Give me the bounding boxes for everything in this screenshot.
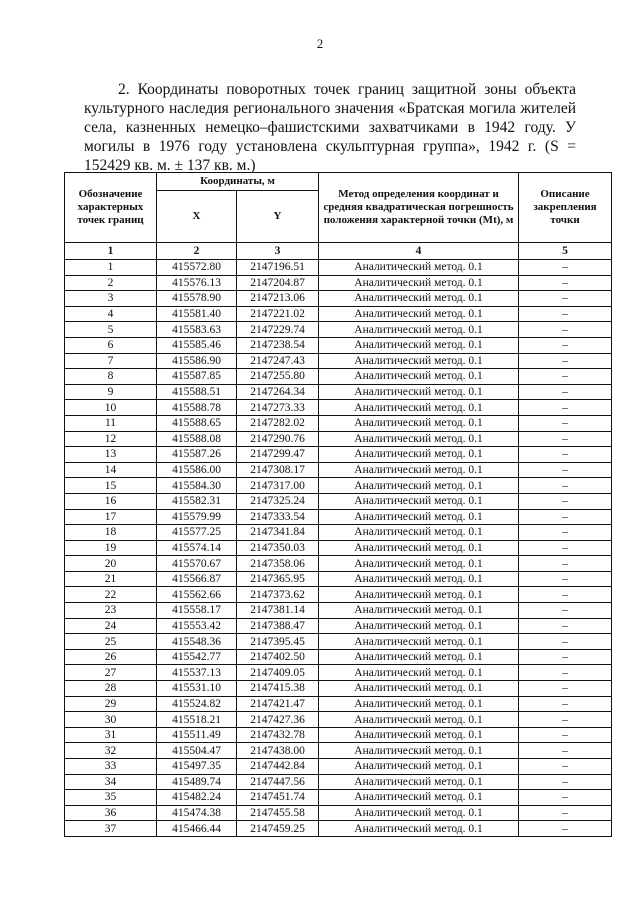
description-cell: – — [519, 556, 612, 572]
page-number: 2 — [316, 36, 324, 51]
description-cell: – — [519, 431, 612, 447]
point-number-cell: 9 — [65, 384, 157, 400]
method-cell: Аналитический метод. 0.1 — [319, 618, 519, 634]
method-cell: Аналитический метод. 0.1 — [319, 759, 519, 775]
y-coordinate-cell: 2147308.17 — [237, 462, 319, 478]
method-cell: Аналитический метод. 0.1 — [319, 774, 519, 790]
column-number: 5 — [519, 243, 612, 260]
method-cell: Аналитический метод. 0.1 — [319, 587, 519, 603]
method-cell: Аналитический метод. 0.1 — [319, 447, 519, 463]
method-cell: Аналитический метод. 0.1 — [319, 478, 519, 494]
method-cell: Аналитический метод. 0.1 — [319, 291, 519, 307]
table-row — [65, 525, 612, 541]
table-row — [65, 447, 612, 463]
table-row — [65, 431, 612, 447]
description-cell: – — [519, 322, 612, 338]
y-coordinate-cell: 2147350.03 — [237, 540, 319, 556]
y-coordinate-cell: 2147447.56 — [237, 774, 319, 790]
table-body — [65, 243, 612, 837]
table-row — [65, 618, 612, 634]
y-coordinate-cell: 2147395.45 — [237, 634, 319, 650]
description-cell: – — [519, 634, 612, 650]
table-row — [65, 681, 612, 697]
y-coordinate-cell: 2147409.05 — [237, 665, 319, 681]
y-coordinate-cell: 2147421.47 — [237, 696, 319, 712]
y-coordinate-cell: 2147196.51 — [237, 260, 319, 276]
point-number-cell: 20 — [65, 556, 157, 572]
y-coordinate-cell: 2147247.43 — [237, 353, 319, 369]
table-row — [65, 712, 612, 728]
column-number: 4 — [319, 243, 519, 260]
description-cell: – — [519, 587, 612, 603]
section-paragraph-text: 2. Координаты поворотных точек границ защитной зоны объекта культурного наследия регионального значения «Братская могила жителей села, казненных немецко–фашистскими захватчиками в 1942 году. У могилы в 1976 году установлена скульптурная группа», 1942 г. (S = 152429 кв. м. ± 137 кв. м.) — [84, 80, 576, 174]
y-coordinate-cell: 2147455.58 — [237, 805, 319, 821]
y-coordinate-cell: 2147365.95 — [237, 571, 319, 587]
point-number-cell: 24 — [65, 618, 157, 634]
description-cell: – — [519, 478, 612, 494]
description-cell: – — [519, 509, 612, 525]
method-cell: Аналитический метод. 0.1 — [319, 493, 519, 509]
point-number-cell: 7 — [65, 353, 157, 369]
description-cell: – — [519, 415, 612, 431]
description-cell: – — [519, 603, 612, 619]
y-coordinate-cell: 2147213.06 — [237, 291, 319, 307]
x-coordinate-cell: 415562.66 — [157, 587, 237, 603]
table-row — [65, 665, 612, 681]
point-number-cell: 1 — [65, 260, 157, 276]
table-row — [65, 696, 612, 712]
point-number-cell: 30 — [65, 712, 157, 728]
table-row — [65, 540, 612, 556]
y-coordinate-cell: 2147299.47 — [237, 447, 319, 463]
table-row — [65, 509, 612, 525]
method-cell: Аналитический метод. 0.1 — [319, 743, 519, 759]
table-row — [65, 821, 612, 837]
description-cell: – — [519, 571, 612, 587]
table-header — [65, 173, 612, 243]
method-cell: Аналитический метод. 0.1 — [319, 353, 519, 369]
table-row — [65, 790, 612, 806]
method-cell: Аналитический метод. 0.1 — [319, 462, 519, 478]
point-number-cell: 25 — [65, 634, 157, 650]
table-row — [65, 587, 612, 603]
point-number-cell: 32 — [65, 743, 157, 759]
point-number-cell: 35 — [65, 790, 157, 806]
point-number-cell: 34 — [65, 774, 157, 790]
table-row — [65, 603, 612, 619]
method-cell: Аналитический метод. 0.1 — [319, 634, 519, 650]
point-number-cell: 28 — [65, 681, 157, 697]
description-cell: – — [519, 696, 612, 712]
y-coordinate-cell: 2147264.34 — [237, 384, 319, 400]
description-cell: – — [519, 805, 612, 821]
x-coordinate-cell: 415558.17 — [157, 603, 237, 619]
description-cell: – — [519, 384, 612, 400]
table-row — [65, 649, 612, 665]
x-coordinate-cell: 415531.10 — [157, 681, 237, 697]
table-row — [65, 369, 612, 385]
point-number-cell: 6 — [65, 337, 157, 353]
method-cell: Аналитический метод. 0.1 — [319, 727, 519, 743]
y-coordinate-cell: 2147438.00 — [237, 743, 319, 759]
description-cell: – — [519, 306, 612, 322]
point-number-cell: 22 — [65, 587, 157, 603]
description-cell: – — [519, 681, 612, 697]
x-coordinate-cell: 415582.31 — [157, 493, 237, 509]
point-number-cell: 29 — [65, 696, 157, 712]
x-coordinate-cell: 415474.38 — [157, 805, 237, 821]
method-cell: Аналитический метод. 0.1 — [319, 821, 519, 837]
description-cell: – — [519, 759, 612, 775]
description-cell: – — [519, 400, 612, 416]
description-cell: – — [519, 291, 612, 307]
x-coordinate-cell: 415524.82 — [157, 696, 237, 712]
description-cell: – — [519, 353, 612, 369]
point-number-cell: 13 — [65, 447, 157, 463]
y-coordinate-cell: 2147204.87 — [237, 275, 319, 291]
description-cell: – — [519, 743, 612, 759]
header-method: Метод определения координат и средняя квадратическая погрешность положения характерной точки (Mt), м — [319, 173, 519, 243]
header-coordinates: Координаты, м — [157, 173, 319, 191]
y-coordinate-cell: 2147255.80 — [237, 369, 319, 385]
table-row — [65, 462, 612, 478]
method-cell: Аналитический метод. 0.1 — [319, 696, 519, 712]
y-coordinate-cell: 2147317.00 — [237, 478, 319, 494]
method-cell: Аналитический метод. 0.1 — [319, 571, 519, 587]
method-cell: Аналитический метод. 0.1 — [319, 369, 519, 385]
table-row — [65, 805, 612, 821]
point-number-cell: 27 — [65, 665, 157, 681]
description-cell: – — [519, 649, 612, 665]
x-coordinate-cell: 415586.90 — [157, 353, 237, 369]
point-number-cell: 21 — [65, 571, 157, 587]
method-cell: Аналитический метод. 0.1 — [319, 400, 519, 416]
y-coordinate-cell: 2147273.33 — [237, 400, 319, 416]
y-coordinate-cell: 2147341.84 — [237, 525, 319, 541]
x-coordinate-cell: 415584.30 — [157, 478, 237, 494]
y-coordinate-cell: 2147282.02 — [237, 415, 319, 431]
point-number-cell: 12 — [65, 431, 157, 447]
table-row — [65, 556, 612, 572]
x-coordinate-cell: 415587.85 — [157, 369, 237, 385]
y-coordinate-cell: 2147229.74 — [237, 322, 319, 338]
y-coordinate-cell: 2147451.74 — [237, 790, 319, 806]
point-number-cell: 2 — [65, 275, 157, 291]
method-cell: Аналитический метод. 0.1 — [319, 681, 519, 697]
description-cell: – — [519, 790, 612, 806]
table-row — [65, 478, 612, 494]
x-coordinate-cell: 415583.63 — [157, 322, 237, 338]
point-number-cell: 5 — [65, 322, 157, 338]
section-paragraph — [84, 80, 576, 175]
table-row — [65, 743, 612, 759]
x-coordinate-cell: 415578.90 — [157, 291, 237, 307]
description-cell: – — [519, 665, 612, 681]
description-cell: – — [519, 462, 612, 478]
method-cell: Аналитический метод. 0.1 — [319, 337, 519, 353]
description-cell: – — [519, 525, 612, 541]
x-coordinate-cell: 415566.87 — [157, 571, 237, 587]
x-coordinate-cell: 415511.49 — [157, 727, 237, 743]
x-coordinate-cell: 415576.13 — [157, 275, 237, 291]
x-coordinate-cell: 415574.14 — [157, 540, 237, 556]
x-coordinate-cell: 415585.46 — [157, 337, 237, 353]
method-cell: Аналитический метод. 0.1 — [319, 384, 519, 400]
method-cell: Аналитический метод. 0.1 — [319, 415, 519, 431]
y-coordinate-cell: 2147325.24 — [237, 493, 319, 509]
header-point-designation: Обозначение характерных точек границ — [65, 173, 157, 243]
point-number-cell: 3 — [65, 291, 157, 307]
y-coordinate-cell: 2147459.25 — [237, 821, 319, 837]
y-coordinate-cell: 2147442.84 — [237, 759, 319, 775]
column-number: 2 — [157, 243, 237, 260]
description-cell: – — [519, 493, 612, 509]
point-number-cell: 15 — [65, 478, 157, 494]
table-row — [65, 384, 612, 400]
method-cell: Аналитический метод. 0.1 — [319, 431, 519, 447]
point-number-cell: 4 — [65, 306, 157, 322]
description-cell: – — [519, 712, 612, 728]
x-coordinate-cell: 415588.65 — [157, 415, 237, 431]
table-row — [65, 306, 612, 322]
y-coordinate-cell: 2147381.14 — [237, 603, 319, 619]
x-coordinate-cell: 415504.47 — [157, 743, 237, 759]
method-cell: Аналитический метод. 0.1 — [319, 306, 519, 322]
column-number-row — [65, 243, 612, 260]
x-coordinate-cell: 415572.80 — [157, 260, 237, 276]
point-number-cell: 17 — [65, 509, 157, 525]
x-coordinate-cell: 415588.51 — [157, 384, 237, 400]
header-description: Описание закрепления точки — [519, 173, 612, 243]
method-cell: Аналитический метод. 0.1 — [319, 540, 519, 556]
table-row — [65, 634, 612, 650]
method-cell: Аналитический метод. 0.1 — [319, 712, 519, 728]
table-row — [65, 275, 612, 291]
point-number-cell: 11 — [65, 415, 157, 431]
description-cell: – — [519, 774, 612, 790]
x-coordinate-cell: 415548.36 — [157, 634, 237, 650]
table-row — [65, 291, 612, 307]
description-cell: – — [519, 540, 612, 556]
method-cell: Аналитический метод. 0.1 — [319, 509, 519, 525]
header-x: X — [157, 191, 237, 243]
y-coordinate-cell: 2147290.76 — [237, 431, 319, 447]
x-coordinate-cell: 415581.40 — [157, 306, 237, 322]
method-cell: Аналитический метод. 0.1 — [319, 322, 519, 338]
point-number-cell: 33 — [65, 759, 157, 775]
point-number-cell: 16 — [65, 493, 157, 509]
description-cell: – — [519, 275, 612, 291]
point-number-cell: 8 — [65, 369, 157, 385]
y-coordinate-cell: 2147415.38 — [237, 681, 319, 697]
table-row — [65, 759, 612, 775]
y-coordinate-cell: 2147388.47 — [237, 618, 319, 634]
x-coordinate-cell: 415586.00 — [157, 462, 237, 478]
x-coordinate-cell: 415579.99 — [157, 509, 237, 525]
y-coordinate-cell: 2147333.54 — [237, 509, 319, 525]
table-row — [65, 571, 612, 587]
y-coordinate-cell: 2147402.50 — [237, 649, 319, 665]
point-number-cell: 36 — [65, 805, 157, 821]
table-row — [65, 415, 612, 431]
x-coordinate-cell: 415587.26 — [157, 447, 237, 463]
point-number-cell: 26 — [65, 649, 157, 665]
description-cell: – — [519, 260, 612, 276]
point-number-cell: 19 — [65, 540, 157, 556]
x-coordinate-cell: 415577.25 — [157, 525, 237, 541]
method-cell: Аналитический метод. 0.1 — [319, 649, 519, 665]
x-coordinate-cell: 415542.77 — [157, 649, 237, 665]
table-row — [65, 400, 612, 416]
y-coordinate-cell: 2147373.62 — [237, 587, 319, 603]
x-coordinate-cell: 415570.67 — [157, 556, 237, 572]
y-coordinate-cell: 2147238.54 — [237, 337, 319, 353]
table-row — [65, 493, 612, 509]
table-row — [65, 353, 612, 369]
x-coordinate-cell: 415553.42 — [157, 618, 237, 634]
table-row — [65, 260, 612, 276]
method-cell: Аналитический метод. 0.1 — [319, 525, 519, 541]
x-coordinate-cell: 415482.24 — [157, 790, 237, 806]
point-number-cell: 10 — [65, 400, 157, 416]
method-cell: Аналитический метод. 0.1 — [319, 665, 519, 681]
x-coordinate-cell: 415489.74 — [157, 774, 237, 790]
x-coordinate-cell: 415588.08 — [157, 431, 237, 447]
x-coordinate-cell: 415497.35 — [157, 759, 237, 775]
point-number-cell: 23 — [65, 603, 157, 619]
column-number: 3 — [237, 243, 319, 260]
description-cell: – — [519, 369, 612, 385]
x-coordinate-cell: 415518.21 — [157, 712, 237, 728]
header-y: Y — [237, 191, 319, 243]
method-cell: Аналитический метод. 0.1 — [319, 556, 519, 572]
x-coordinate-cell: 415588.78 — [157, 400, 237, 416]
column-number: 1 — [65, 243, 157, 260]
point-number-cell: 31 — [65, 727, 157, 743]
y-coordinate-cell: 2147427.36 — [237, 712, 319, 728]
description-cell: – — [519, 447, 612, 463]
description-cell: – — [519, 727, 612, 743]
method-cell: Аналитический метод. 0.1 — [319, 805, 519, 821]
method-cell: Аналитический метод. 0.1 — [319, 275, 519, 291]
description-cell: – — [519, 618, 612, 634]
point-number-cell: 14 — [65, 462, 157, 478]
y-coordinate-cell: 2147432.78 — [237, 727, 319, 743]
x-coordinate-cell: 415466.44 — [157, 821, 237, 837]
point-number-cell: 18 — [65, 525, 157, 541]
method-cell: Аналитический метод. 0.1 — [319, 790, 519, 806]
table-row — [65, 322, 612, 338]
table-row — [65, 727, 612, 743]
method-cell: Аналитический метод. 0.1 — [319, 603, 519, 619]
point-number-cell: 37 — [65, 821, 157, 837]
description-cell: – — [519, 337, 612, 353]
x-coordinate-cell: 415537.13 — [157, 665, 237, 681]
table-row — [65, 337, 612, 353]
y-coordinate-cell: 2147358.06 — [237, 556, 319, 572]
y-coordinate-cell: 2147221.02 — [237, 306, 319, 322]
method-cell: Аналитический метод. 0.1 — [319, 260, 519, 276]
coordinates-table — [64, 172, 612, 837]
description-cell: – — [519, 821, 612, 837]
table-row — [65, 774, 612, 790]
